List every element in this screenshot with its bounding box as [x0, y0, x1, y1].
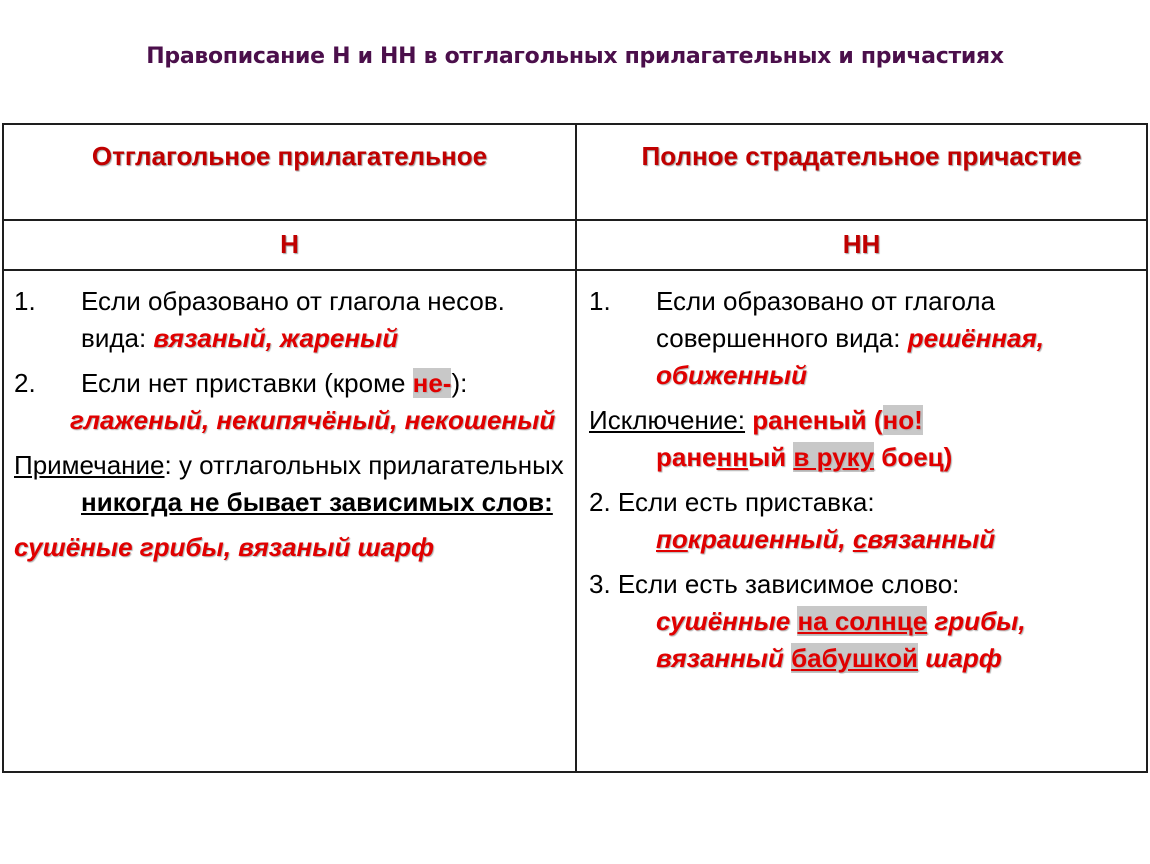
rule-examples: сушённые	[656, 606, 798, 636]
note-text: : у отглагольных прилагательных	[164, 450, 564, 480]
rule-examples: шарф	[918, 643, 1002, 673]
prefix: по	[656, 524, 688, 554]
header-participle: Полное страдательное причастие	[641, 141, 1082, 171]
final-examples: сушёные грибы, вязаный шарф	[14, 532, 435, 562]
note-label: Примечание	[14, 450, 165, 480]
left-rule-1	[14, 283, 567, 357]
header-adjective: Отглагольное прилагательное	[91, 141, 488, 171]
header-cell-adjective	[3, 124, 576, 220]
rule-examples: решённая, обиженный	[656, 323, 1045, 390]
header-cell-participle	[576, 124, 1147, 220]
left-rule-2-examples	[14, 402, 567, 439]
rule-number: 1.	[14, 286, 36, 316]
left-rules-cell	[3, 270, 576, 772]
left-rule-2	[14, 365, 567, 402]
left-final-examples	[14, 529, 567, 566]
exception-word: ране	[656, 442, 717, 472]
rule-text: 3. Если есть зависимое слово:	[589, 569, 960, 599]
letter-n: Н	[280, 229, 299, 259]
rule-examples: грибы,	[927, 606, 1026, 636]
exception-no: но!	[882, 405, 923, 435]
rule-examples: вязанный	[867, 524, 996, 554]
rule-text: Если образовано от глагола совершенного вида:	[656, 286, 996, 353]
letter-cell-nn	[576, 220, 1147, 270]
note-emphasis: никогда не бывает зависимых слов:	[81, 487, 553, 517]
right-rule-2	[589, 484, 1138, 558]
right-exception	[589, 402, 1138, 476]
right-rules-cell	[576, 270, 1147, 772]
right-rule-1	[589, 283, 1138, 394]
prefix: с	[852, 524, 868, 554]
exception-dependent: в руку	[793, 442, 875, 472]
rule-examples: вязаный, жареный	[153, 323, 399, 353]
letter-nn: НН	[842, 229, 881, 259]
exception-word: ый	[747, 442, 794, 472]
rule-examples: вязанный	[656, 643, 792, 673]
prefix-ne: не-	[412, 368, 452, 398]
rule-text: 2. Если есть приставка:	[589, 487, 875, 517]
rule-examples: глаженый, некипячёный, некошеный	[70, 405, 556, 435]
exception-word: боец)	[874, 442, 953, 472]
rule-text: Если нет приставки (кроме	[81, 368, 413, 398]
rules-table	[2, 123, 1148, 773]
rule-examples: крашенный,	[687, 524, 853, 554]
dependent-word: бабушкой	[791, 643, 919, 673]
rule-number: 1.	[589, 286, 611, 316]
rule-number: 2.	[14, 368, 36, 398]
right-rule-3	[589, 566, 1138, 677]
exception-nn: нн	[716, 442, 748, 472]
rule-text: ):	[451, 368, 468, 398]
exception-word: раненый (	[745, 405, 883, 435]
rule-text: Если образовано от глагола несов. вида:	[81, 286, 505, 353]
dependent-word: на солнце	[797, 606, 928, 636]
exception-label: Исключение:	[589, 405, 746, 435]
page-title: Правописание Н и НН в отглагольных прилагательных и причастиях	[146, 44, 1004, 69]
letter-cell-n	[3, 220, 576, 270]
left-note	[14, 447, 567, 521]
